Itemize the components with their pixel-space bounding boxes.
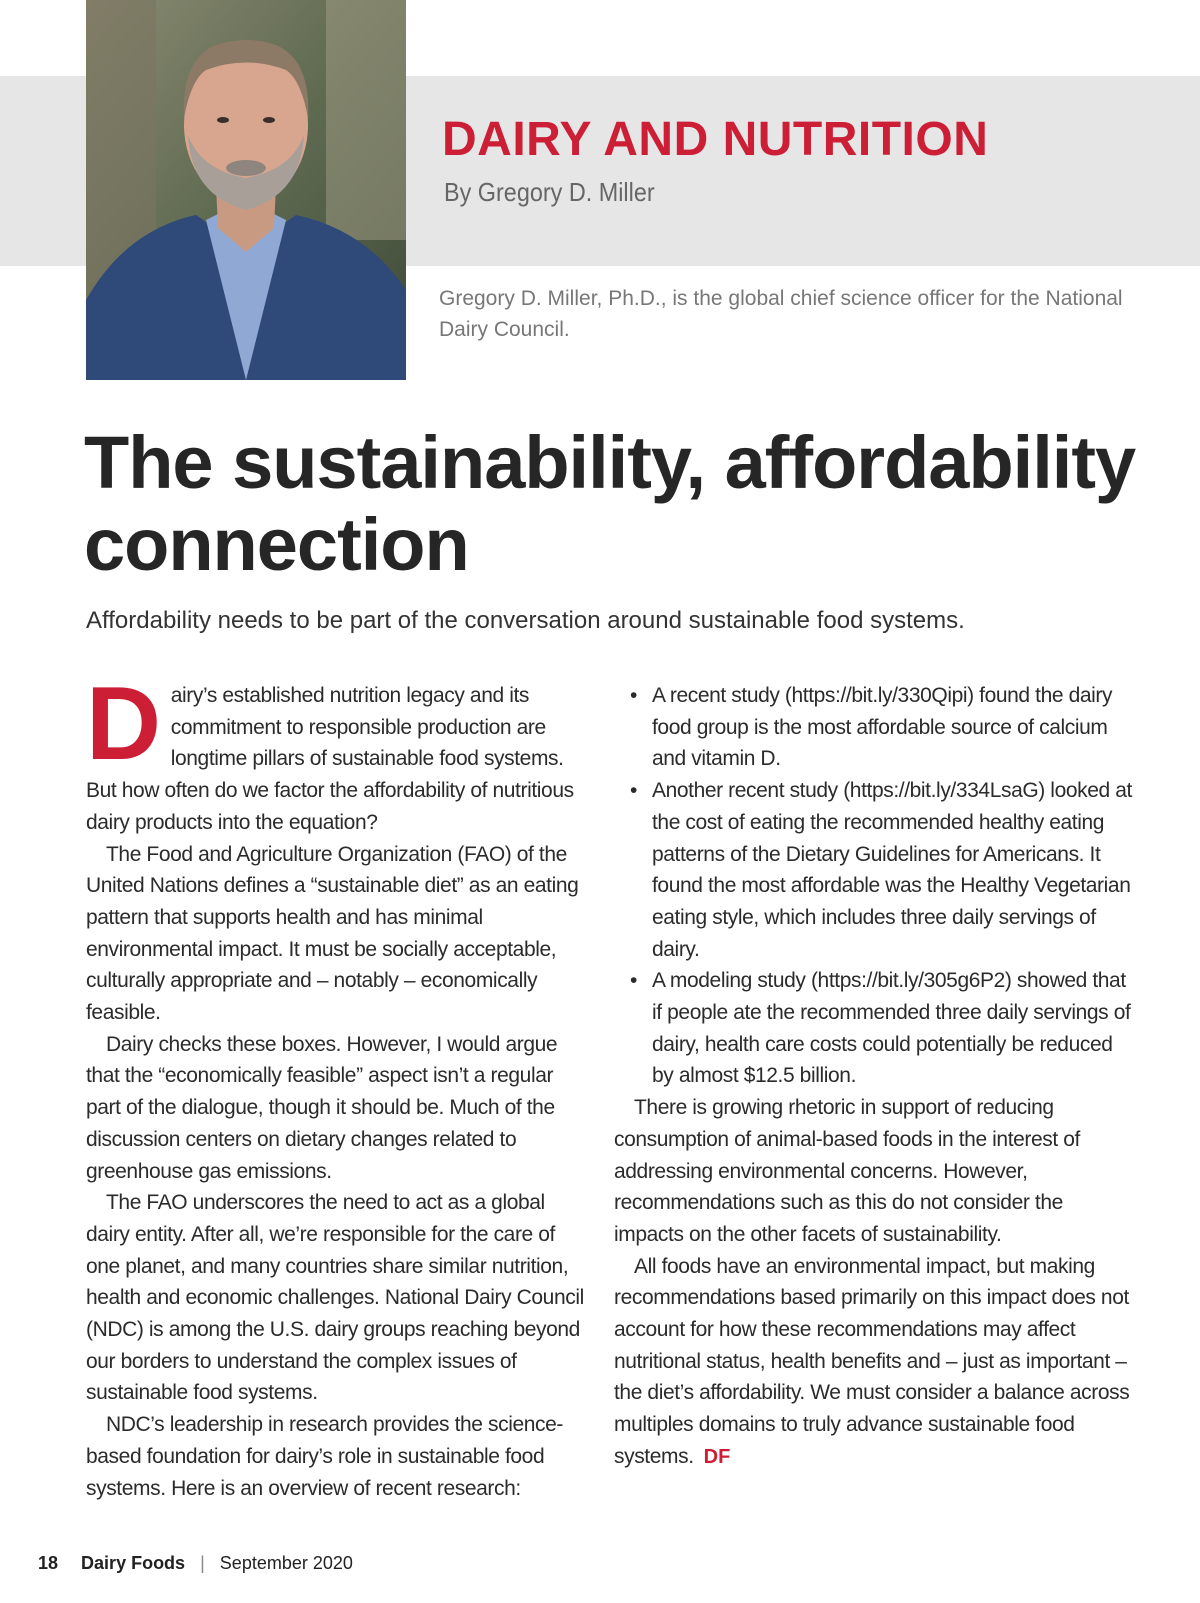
paragraph: The Food and Agriculture Organization (FAO) of the United Nations defines a “sustainable diet” as an eating pattern that supports health and has minimal environmental impact. It must be socially acceptable, culturally appropriate and – notably – economically feasible. [86, 842, 579, 1025]
article-headline: The sustainability, affordability connection [84, 421, 1136, 586]
paragraph: There is growing rhetoric in support of reducing consumption of animal-based foods in the interest of addressing environmental concerns. However, recommendations such as this do not consider the impacts on the other facets of sustainability. [614, 1096, 1080, 1246]
list-item: • A modeling study (https://bit.ly/305g6P2) showed that if people ate the recommended three daily servings of dairy, health care costs could potentially be reduced by almost $12.5 billion. [614, 965, 1134, 1092]
end-mark: DF [703, 1445, 731, 1468]
issue-date: September 2020 [219, 1553, 353, 1573]
author-bio: Gregory D. Miller, Ph.D., is the global chief science officer for the National Dairy Council. [439, 287, 1123, 341]
paragraph: Dairy’s established nutrition legacy and its commitment to responsible production are longtime pillars of sustainable food systems. But how often do we factor the affordability of nutritious dairy products into the equation? [86, 666, 574, 834]
section-kicker: DAIRY AND NUTRITION [442, 113, 989, 166]
author-photo [86, 0, 406, 380]
paragraph: Dairy checks these boxes. However, I would argue that the “economically feasible” aspect isn’t a regular part of the dialogue, though it should be. Much of the discussion centers on dietary changes related to greenhouse gas emissions. [86, 1032, 558, 1183]
byline: By Gregory D. Miller [444, 177, 655, 207]
drop-cap: D [86, 666, 161, 782]
research-list [614, 680, 1134, 1092]
left-column [86, 666, 588, 1504]
paragraph: NDC’s leadership in research provides the science-based foundation for dairy’s role in sustainable food systems. Here is an overview of recent research: [86, 1413, 564, 1500]
magazine-name: Dairy Foods [81, 1553, 186, 1573]
right-column [614, 680, 1134, 1474]
list-item: • Another recent study (https://bit.ly/334LsaG) looked at the cost of eating the recommended healthy eating patterns of the Dietary Guidelines for Americans. It found the most affordable was the Healthy Vegetarian eating style, which includes three daily servings of dairy. [614, 775, 1134, 965]
paragraph: All foods have an environmental impact, but making recommendations based primarily on this impact does not account for how these recommendations may affect nutritional status, health benefits and – just as important – the diet’s affordability. We must consider a balance across multiples domains to truly advance sustainable food systems. DF [614, 1254, 1130, 1468]
footer-separator: | [200, 1553, 205, 1573]
page-footer [38, 1548, 353, 1578]
article-subhead: Affordability needs to be part of the conversation around sustainable food systems. [86, 607, 965, 634]
paragraph: The FAO underscores the need to act as a global dairy entity. After all, we’re responsible for the care of one planet, and many countries share similar nutrition, health and economic challenges. National Dairy Council (NDC) is among the U.S. dairy groups reaching beyond our borders to understand the complex issues of sustainable food systems. [86, 1191, 584, 1405]
page-number: 18 [38, 1553, 59, 1573]
list-item: • A recent study (https://bit.ly/330Qipi) found the dairy food group is the most affordable source of calcium and vitamin D. [614, 680, 1134, 775]
